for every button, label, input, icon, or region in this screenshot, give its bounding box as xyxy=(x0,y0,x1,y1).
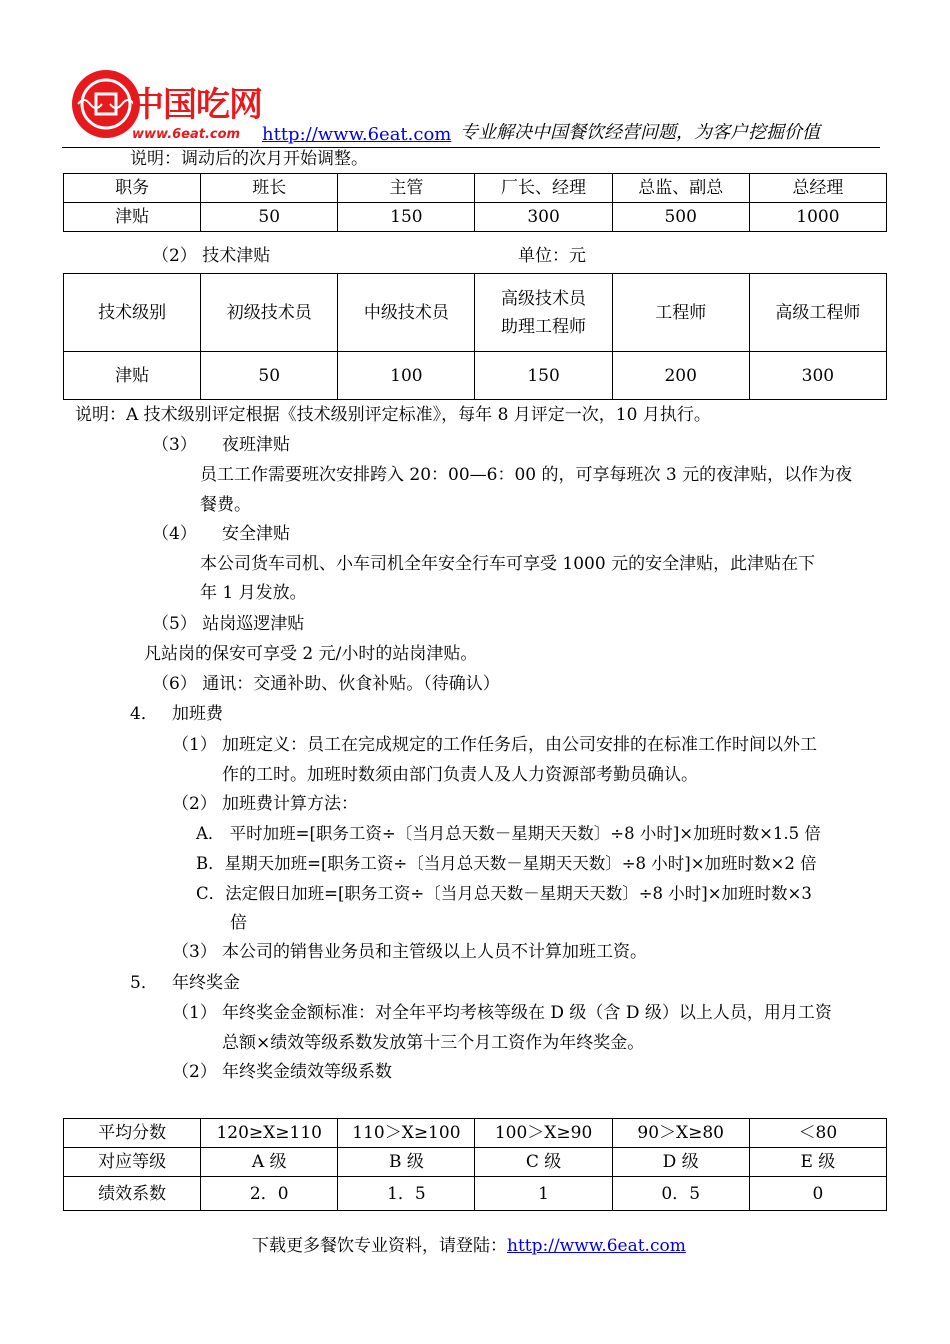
table-cell: 职务 xyxy=(64,174,201,203)
item-number: （1） xyxy=(172,735,217,755)
table-cell: 中级技术员 xyxy=(338,274,475,352)
paragraph-line: 作的工时。加班时数须由部门负责人及人力资源部考勤员确认。 xyxy=(222,765,698,785)
table-cell: 对应等级 xyxy=(64,1148,201,1177)
logo xyxy=(70,66,262,142)
table-cell: 300 xyxy=(749,352,886,400)
table-cell: 150 xyxy=(475,352,612,400)
formula-line: 倍 xyxy=(230,913,247,933)
formula-line: B．星期天加班=[职务工资÷〔当月总天数－星期天天数〕÷8 小时]×加班时数×2 倍 xyxy=(196,854,817,873)
table-cell: 200 xyxy=(612,352,749,400)
footer-text: 下载更多餐饮专业资料，请登陆： xyxy=(252,1236,507,1256)
table-cell: 2．0 xyxy=(201,1177,338,1211)
paragraph-line: 餐费。 xyxy=(200,495,251,515)
table-cell: 1000 xyxy=(749,203,886,232)
table-cell: B 级 xyxy=(338,1148,475,1177)
table-cell: 0．5 xyxy=(612,1177,749,1211)
item-number: 5． xyxy=(130,973,158,993)
table-cell: 500 xyxy=(612,203,749,232)
paragraph-line: 年终奖金金额标准：对全年平均考核等级在 D 级（含 D 级）以上人员，用月工资 xyxy=(222,1003,832,1023)
section-title: 加班费 xyxy=(172,704,223,724)
item-number: 4． xyxy=(130,704,158,724)
table-row xyxy=(64,174,887,203)
table-row xyxy=(64,203,887,232)
paragraph-line: 加班定义：员工在完成规定的工作任务后，由公司安排的在标准工作时间以外工 xyxy=(222,735,817,755)
logo-sub: www.6eat.com xyxy=(132,127,241,142)
table-cell: 主管 xyxy=(338,174,475,203)
formula-line: C．法定假日加班=[职务工资÷〔当月总天数－星期天天数〕÷8 小时]×加班时数×3 xyxy=(196,884,812,903)
table-cell: D 级 xyxy=(612,1148,749,1177)
section-title: 安全津贴 xyxy=(222,524,290,544)
formula-line: A． 平时加班=[职务工资÷〔当月总天数－星期天天数〕÷8 小时]×加班时数×1.5 倍 xyxy=(196,824,821,843)
item-number: （3） xyxy=(172,942,217,962)
table-cell xyxy=(475,274,612,352)
table-cell: 班长 xyxy=(201,174,338,203)
table-cell: 110＞X≥100 xyxy=(338,1119,475,1148)
table-row xyxy=(64,352,887,400)
unit-label: 单位：元 xyxy=(518,246,586,266)
table-cell: 厂长、经理 xyxy=(475,174,612,203)
item-number: （4） xyxy=(152,524,197,544)
table-cell: 0 xyxy=(749,1177,886,1211)
item-number: （1） xyxy=(172,1003,217,1023)
paragraph-line: 本公司货车司机、小车司机全年安全行车可享受 1000 元的安全津贴，此津贴在下 xyxy=(200,554,816,574)
header-url-link[interactable]: http://www.6eat.com xyxy=(262,124,452,145)
table-cell: E 级 xyxy=(749,1148,886,1177)
paragraph-line: 凡站岗的保安可享受 2 元/小时的站岗津贴。 xyxy=(144,644,478,664)
table-cell: 津贴 xyxy=(64,352,201,400)
item-number: （2） xyxy=(172,1062,217,1082)
section-title: 加班费计算方法： xyxy=(222,794,358,814)
footer-url-link[interactable]: http://www.6eat.com xyxy=(507,1236,686,1256)
section-title: （6） 通讯：交通补助、伙食补贴。（待确认） xyxy=(152,674,500,694)
table-cell: A 级 xyxy=(201,1148,338,1177)
section-title: 年终奖金 xyxy=(172,973,240,993)
paragraph-line: 年 1 月发放。 xyxy=(200,583,307,603)
table-cell: 初级技术员 xyxy=(201,274,338,352)
table-cell: 1．5 xyxy=(338,1177,475,1211)
technical-allowance-table xyxy=(63,273,887,400)
cell-line: 助理工程师 xyxy=(501,316,587,337)
item-number: （3） xyxy=(152,435,197,455)
table-row xyxy=(64,1119,887,1148)
table-cell: 50 xyxy=(201,203,338,232)
table-cell: 1 xyxy=(475,1177,612,1211)
table-cell: 总经理 xyxy=(749,174,886,203)
table-cell: 津贴 xyxy=(64,203,201,232)
table-cell: 50 xyxy=(201,352,338,400)
section-title: （5） 站岗巡逻津贴 xyxy=(152,614,305,634)
item-number: （2） xyxy=(172,794,217,814)
paragraph-line: 本公司的销售业务员和主管级以上人员不计算加班工资。 xyxy=(222,942,647,962)
paragraph-line: 总额×绩效等级系数发放第十三个月工资作为年终奖金。 xyxy=(222,1033,645,1053)
table-cell: 绩效系数 xyxy=(64,1177,201,1211)
table-cell: 平均分数 xyxy=(64,1119,201,1148)
table-row xyxy=(64,274,887,352)
table-cell: 300 xyxy=(475,203,612,232)
paragraph-line: 员工工作需要班次安排跨入 20：00—6：00 的，可享每班次 3 元的夜津贴，以作为夜 xyxy=(200,465,853,485)
table-cell: 90＞X≥80 xyxy=(612,1119,749,1148)
table-cell: ＜80 xyxy=(749,1119,886,1148)
section-title: （2） 技术津贴 xyxy=(152,246,271,266)
footer xyxy=(252,1238,686,1255)
header-rule xyxy=(62,147,880,148)
table-cell: 高级工程师 xyxy=(749,274,886,352)
table-row xyxy=(64,1177,887,1211)
cell-line: 高级技术员 xyxy=(501,288,587,309)
table-cell: 总监、副总 xyxy=(612,174,749,203)
note-technical: 说明：A 技术级别评定根据《技术级别评定标准》，每年 8 月评定一次，10 月执行。 xyxy=(75,405,711,425)
table-cell: 150 xyxy=(338,203,475,232)
performance-coefficient-table xyxy=(63,1118,887,1211)
table-row xyxy=(64,1148,887,1177)
table-cell: 技术级别 xyxy=(64,274,201,352)
table-cell: 100＞X≥90 xyxy=(475,1119,612,1148)
table-cell: 工程师 xyxy=(612,274,749,352)
note-top: 说明：调动后的次月开始调整。 xyxy=(130,149,368,169)
section-title: 年终奖金绩效等级系数 xyxy=(222,1062,392,1082)
table-cell: 100 xyxy=(338,352,475,400)
table-cell: C 级 xyxy=(475,1148,612,1177)
logo-text: 中国吃网 xyxy=(130,85,262,125)
header-slogan: 专业解决中国餐饮经营问题，为客户挖掘价值 xyxy=(460,122,820,143)
position-allowance-table xyxy=(63,173,887,232)
section-title: 夜班津贴 xyxy=(222,435,290,455)
table-cell: 120≥X≥110 xyxy=(201,1119,338,1148)
